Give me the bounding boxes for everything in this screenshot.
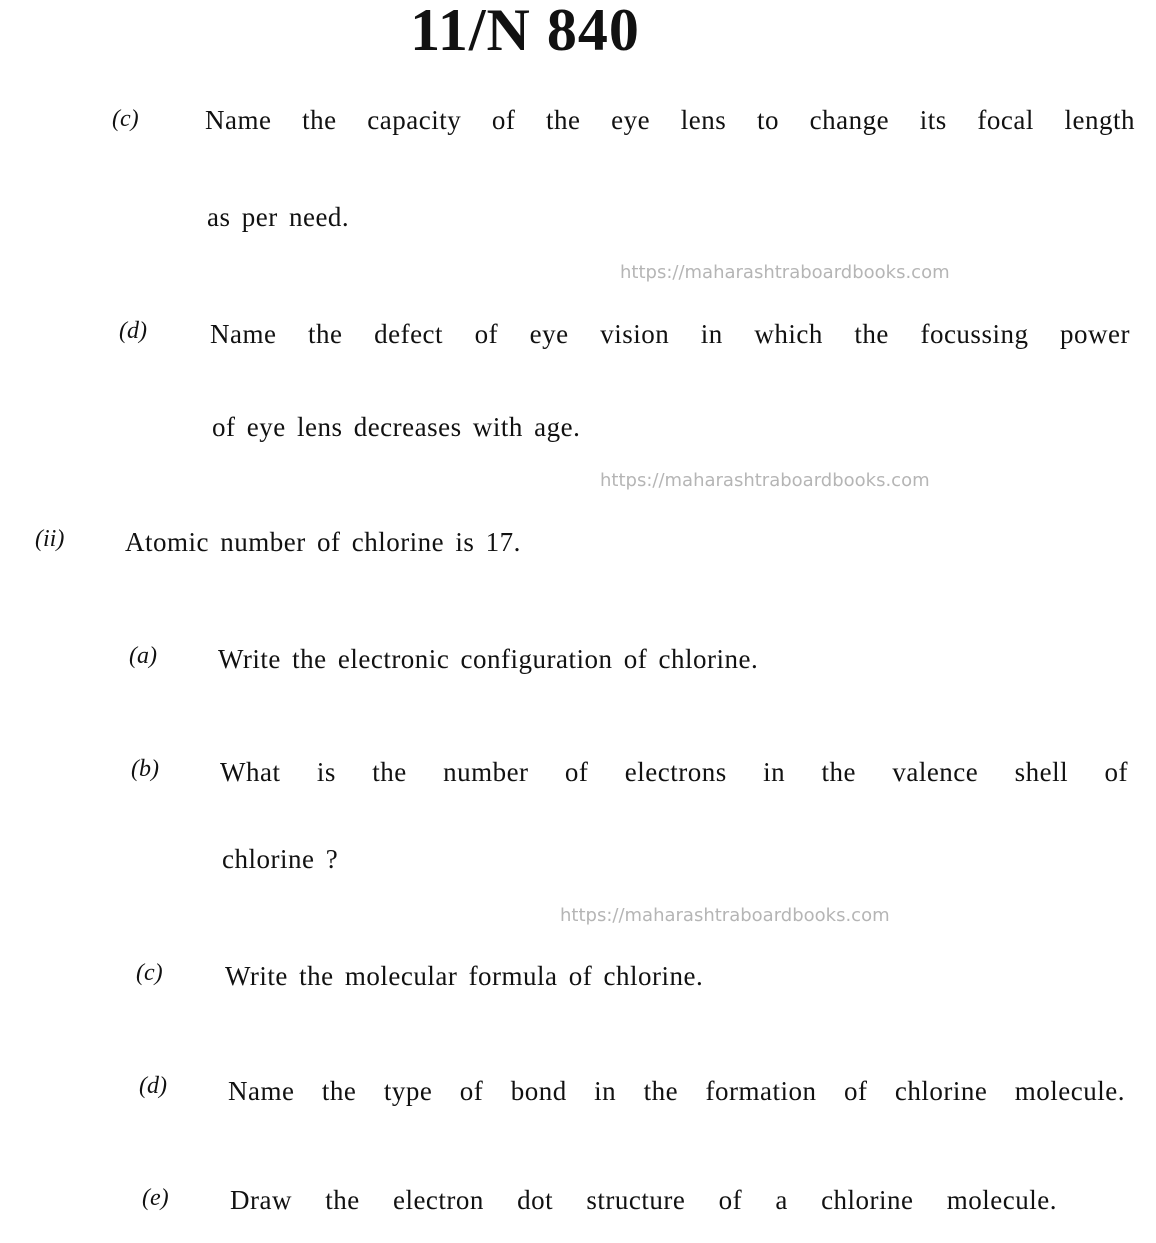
question-text: Draw the electron dot structure of a chlorine molecule. <box>230 1185 1057 1215</box>
paper-code: 11/N 840 <box>410 0 640 63</box>
question-label: (ii) <box>35 526 65 552</box>
question-text: What is the number of electrons in the valence shell of <box>220 757 1128 787</box>
question-text: of eye lens decreases with age. <box>212 412 581 442</box>
question-label: (b) <box>131 756 159 782</box>
question-text: Name the type of bond in the formation of chlorine molecule. <box>228 1076 1125 1106</box>
question-text: chlorine ? <box>222 844 339 874</box>
question-text: Name the capacity of the eye lens to change its focal length <box>205 105 1135 135</box>
question-text: Write the molecular formula of chlorine. <box>225 961 704 991</box>
question-text: Name the defect of eye vision in which the focussing power <box>210 319 1130 349</box>
question-label: (a) <box>129 643 157 669</box>
question-label: (c) <box>112 106 139 132</box>
question-label: (d) <box>119 318 147 344</box>
watermark: https://maharashtraboardbooks.com <box>600 470 930 491</box>
watermark: https://maharashtraboardbooks.com <box>620 262 950 283</box>
question-label: (e) <box>142 1185 169 1211</box>
question-text: as per need. <box>207 202 350 232</box>
question-label: (d) <box>139 1073 167 1099</box>
watermark: https://maharashtraboardbooks.com <box>560 905 890 926</box>
question-label: (c) <box>136 960 163 986</box>
question-text: Atomic number of chlorine is 17. <box>125 527 521 557</box>
question-text: Write the electronic configuration of chlorine. <box>218 644 759 674</box>
